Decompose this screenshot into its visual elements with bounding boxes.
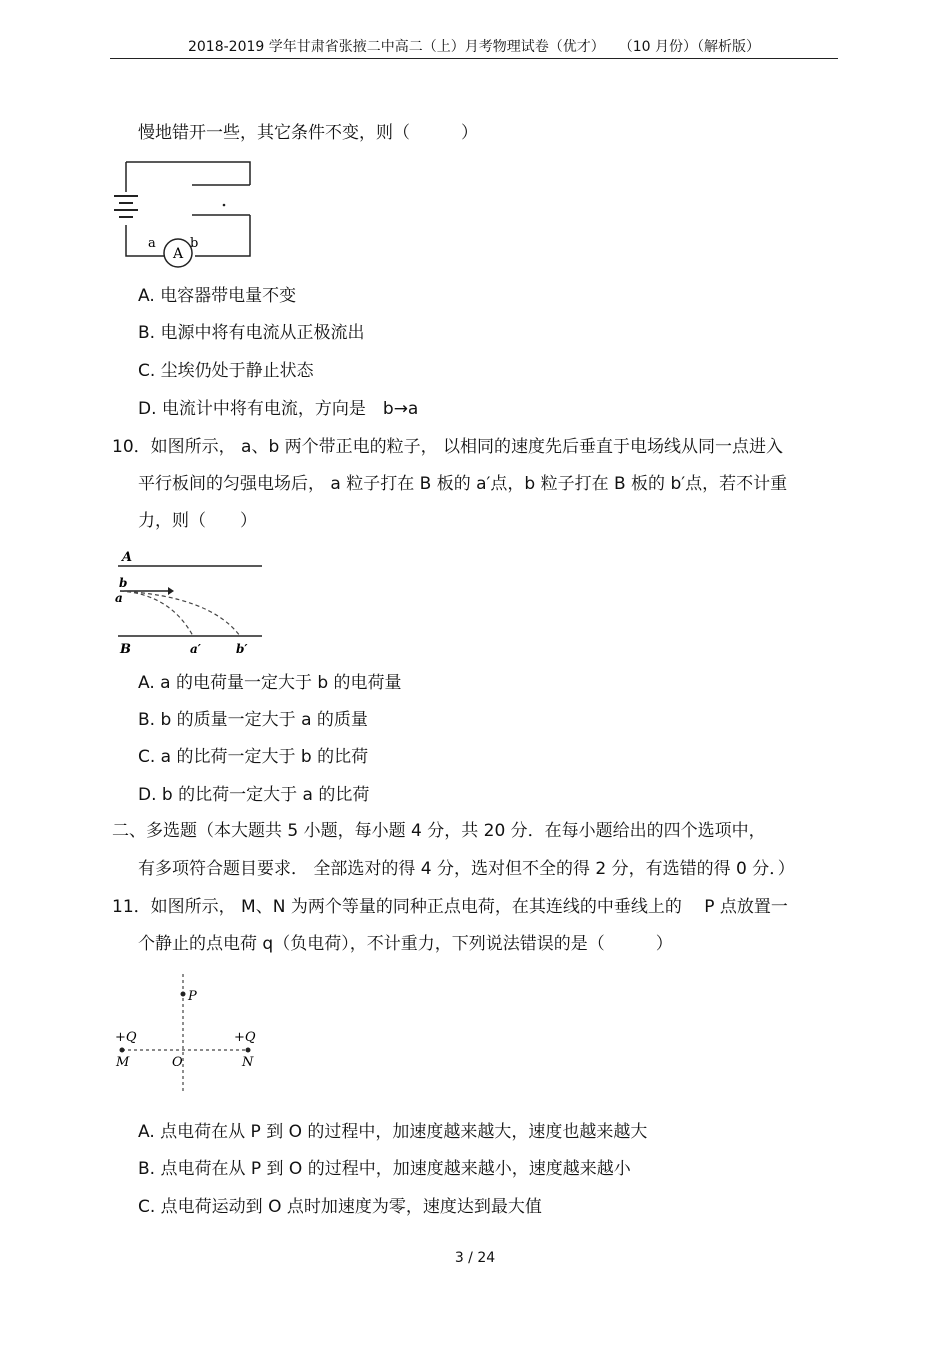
q10-option-a: A. a 的电荷量一定大于 b 的电荷量 <box>138 673 402 693</box>
dust-particle <box>223 204 226 207</box>
page-number: 3 / 24 <box>454 1250 496 1266</box>
terminal-b-label: b <box>190 236 199 251</box>
trajectory-b <box>120 591 240 636</box>
point-p-label: P <box>188 989 197 1004</box>
plate-b-label: B <box>120 642 131 657</box>
q10-plates-figure <box>110 546 265 658</box>
q10-option-d: D. b 的比荷一定大于 a 的比荷 <box>138 785 370 805</box>
trajectory-a <box>120 591 193 636</box>
point-p-dot <box>181 992 186 997</box>
page-header: 2018-2019 学年甘肃省张掖二中高二（上）月考物理试卷（优才） （10 月份）（解析版） <box>110 36 838 59</box>
charge-left-label: +Q <box>115 1030 137 1045</box>
q11-charges-figure <box>110 970 265 1098</box>
q10-stem-line-2: 平行板间的匀强电场后， a 粒子打在 B 板的 a′点，b 粒子打在 B 板的 b′点，若不计重 <box>138 474 788 494</box>
q9-option-d: D. 电流计中将有电流，方向是 b→a <box>138 399 419 419</box>
point-m-label: M <box>116 1055 130 1070</box>
q11-option-b: B. 点电荷在从 P 到 O 的过程中，加速度越来越小，速度越来越小 <box>138 1159 631 1179</box>
velocity-arrow-icon <box>168 587 174 595</box>
q11-option-a: A. 点电荷在从 P 到 O 的过程中，加速度越来越大，速度也越来越大 <box>138 1122 648 1142</box>
section2-heading-line-1: 二、多选题（本大题共 5 小题，每小题 4 分，共 20 分．在每小题给出的四个选项中， <box>112 821 766 841</box>
charge-n-dot <box>246 1048 251 1053</box>
q10-stem-line-1: 10．如图所示， a、b 两个带正电的粒子， 以相同的速度先后垂直于电场线从同一点进入 <box>112 437 784 457</box>
b-prime-label: b′ <box>236 642 248 656</box>
charge-right-label: +Q <box>234 1030 256 1045</box>
q9-option-c: C. 尘埃仍处于静止状态 <box>138 361 314 381</box>
plate-a-label: A <box>122 550 133 565</box>
q10-stem-line-3: 力，则（ ） <box>138 511 257 531</box>
q9-circuit-figure <box>110 158 260 273</box>
q9-stem-tail: 慢地错开一些，其它条件不变，则（ ） <box>138 123 478 143</box>
ammeter-label: A <box>172 246 184 262</box>
q9-option-a: A. 电容器带电量不变 <box>138 286 297 306</box>
q10-option-c: C. a 的比荷一定大于 b 的比荷 <box>138 747 369 767</box>
q11-option-c: C. 点电荷运动到 O 点时加速度为零，速度达到最大值 <box>138 1197 542 1217</box>
q9-option-b: B. 电源中将有电流从正极流出 <box>138 323 365 343</box>
point-o-label: O <box>172 1055 183 1070</box>
q11-stem-line-1: 11．如图所示， M、N 为两个等量的同种正点电荷，在其连线的中垂线上的 P 点放置一 <box>112 897 788 917</box>
section2-heading-line-2: 有多项符合题目要求． 全部选对的得 4 分，选对但不全的得 2 分，有选错的得 0 分．） <box>138 859 795 879</box>
a-prime-label: a′ <box>190 642 201 656</box>
charge-m-dot <box>120 1048 125 1053</box>
q11-stem-line-2: 个静止的点电荷 q（负电荷），不计重力，下列说法错误的是（ ） <box>138 934 673 954</box>
particle-b-label: b <box>119 576 128 590</box>
point-n-label: N <box>242 1055 254 1070</box>
q10-option-b: B. b 的质量一定大于 a 的质量 <box>138 710 368 730</box>
particle-a-label: a <box>115 591 123 605</box>
terminal-a-label: a <box>148 236 156 251</box>
